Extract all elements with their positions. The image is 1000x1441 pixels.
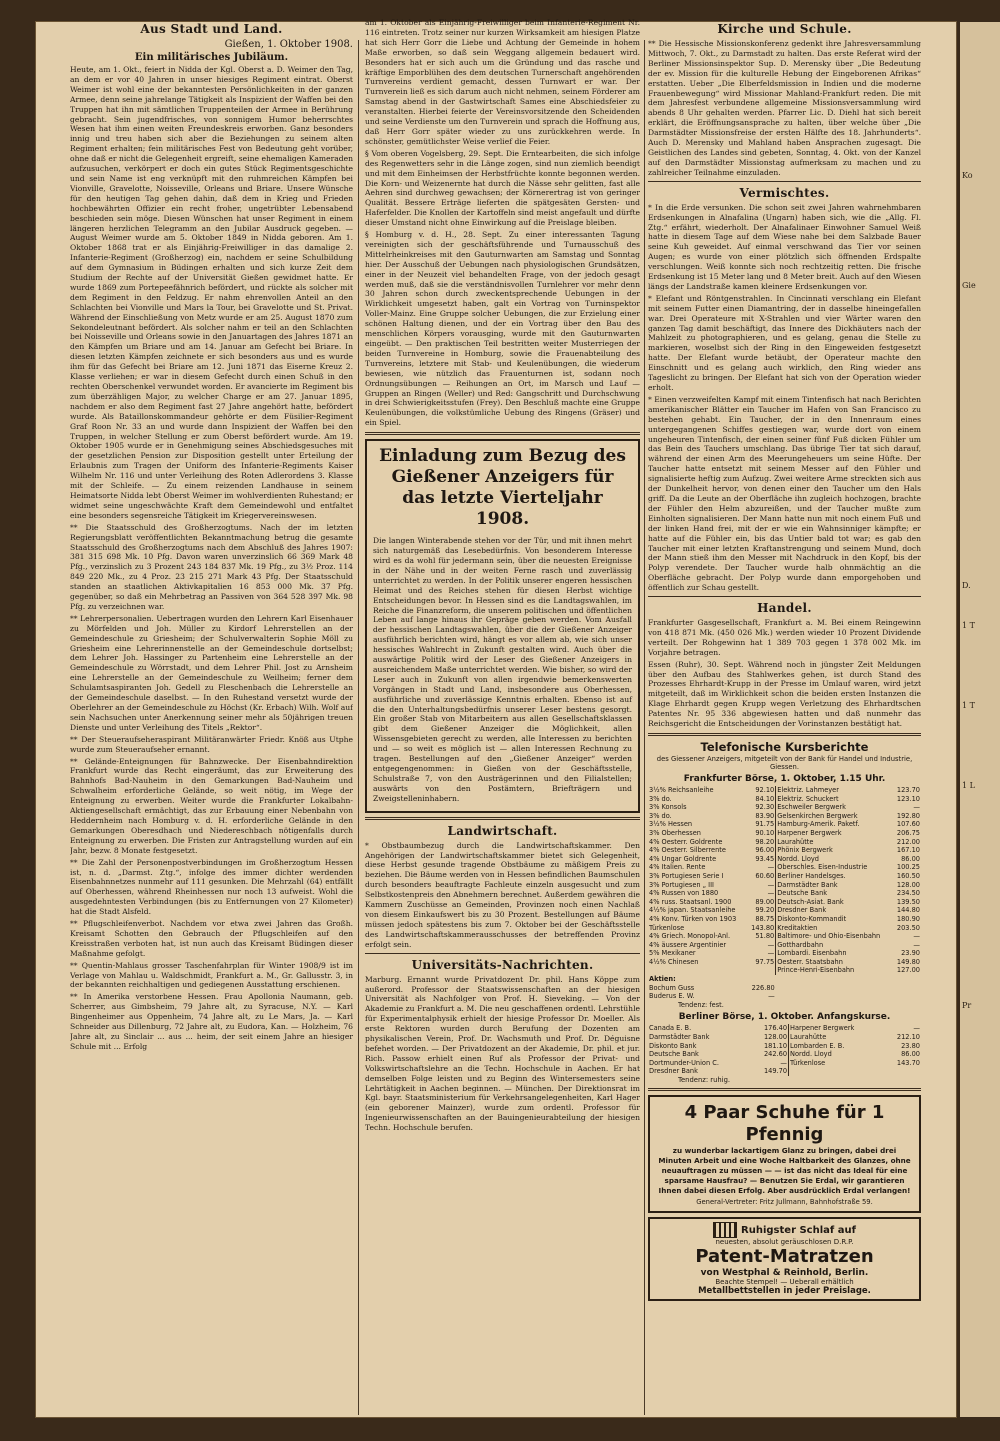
stock-row [648,846,921,855]
article-text: am 1. Oktober als Einjährig-Freiwilliger beim Infanterie-Regiment Nr. 116 eintreten. Trotz seiner nur kurzen Wirksamkeit am hiesigen Platze hat sich Herr Gorr die Liebe und Achtung der Gemeinde in hohem Maße erworben, so daß sein Weggang allgemein bedauert wird. Besonders hat er sich auch um die Gründung und das rasche und kräftige Emporblühen des dem deutschen Turnerschaft angehörenden Turnvereins verdient gemacht, dessen Turnwart er war. Der Turnverein ließ es sich darum auch nicht nehmen, seinem Förderer am Samstag abend in der Gastwirtschaft Sames eine Abschiedsfeier zu veranstalten. Hierbei feierte der Vereinsvorsitzende den Scheidenden und seine Verdienste um den Turnverein und sprach die Hoffnung aus, daß Herr Gorr später wieder zu uns zurückkehren werde. In schönster, gemütlichster Weise verlief die Feier. [365,18,640,146]
stock-row [648,1001,921,1010]
dateline: Gießen, 1. Oktober 1908. [224,39,353,50]
section-heading: Kirche und Schule. [717,22,852,36]
stock-name: 3% Oberhessen [649,828,701,837]
stock-value: 144.80 [896,906,920,915]
stock-row [648,966,921,975]
stock-name: Darmstädter Bank [776,881,893,890]
stock-value: 176.40 [763,1024,788,1033]
stock-value: — [913,803,920,812]
stock-value: 234.50 [896,889,920,898]
stock-value: 226.80 [751,983,775,992]
stock-name: Canada E. B. [649,1024,692,1033]
stock-value: 99.20 [755,906,775,915]
stock-value: 128.00 [896,880,920,889]
stock-row [648,855,921,864]
stock-row [648,786,921,795]
stock-row [648,958,921,967]
stock-row [648,863,921,872]
frankfurt-stock-table [648,786,921,1009]
subscription-notice [365,439,640,812]
stock-value: 107.60 [896,820,920,829]
stock-name: 4% Oesterr. Silberrente [649,846,726,855]
stock-value: 23.80 [901,1041,920,1050]
stock-row [648,1067,921,1076]
stock-row [648,949,921,958]
stock-row [648,838,921,847]
stock-name: 4% Ungar Goldrente [649,854,717,863]
stock-value: 192.80 [896,811,920,820]
stock-row [648,1024,921,1033]
stock-name: 3% do. [649,811,672,820]
stock-name: Berliner Handelsges. [776,872,893,881]
article-text: ** Quentin-Mahlaus grosser Taschenfahrplan für Winter 1908/9 ist im Verlage von Mahlau u. Waldschmidt, Frankfurt a. M., Gr. Gallusstr. 3, in der bekannten reichhaltigen und gediegenen Ausstattung erschienen. [70,960,353,990]
section-heading: Vermischtes. [739,185,830,200]
berlin-stock-table [648,1024,921,1076]
column-rule [358,40,359,1415]
stock-row [648,1050,921,1059]
stock-value: 143.70 [896,1058,920,1067]
stock-row [648,881,921,890]
divider [365,953,640,954]
stock-name: 4% Oesterr. Goldrente [649,837,723,846]
tendency-label: Tendenz: ruhig. [678,1076,731,1084]
stock-value: 96.00 [755,846,775,855]
stock-name: Diskonto Bank [649,1041,697,1050]
article-text: ** Die Staatsschuld des Großherzogtums. Nach der im letzten Regierungsblatt veröffentlichten Bekanntmachung betrug die gesamte Staatsschuld des Großherzogtums nach dem Abschluß des Jahres 1907: 381 315 698 Mk. 10 Pfg. Davon waren unverzinslich 66 369 Mark 48 Pfg., verzinslich zu 3 Prozent 243 184 837 Mk. 19 Pfg., zu 3½ Proz. 114 849 220 Mk., zu 4 Proz. 23 215 271 Mark 43 Pfg. Der Staatsschuld standen an staatlichen Aktivkapitalien 16 853 000 Mk. 37 Pfg. gegenüber, so daß ein Mehrbetrag an Passiven von 364 528 397 Mk. 98 Pfg. zu verzeichnen war. [70,522,353,611]
stock-name: Dresdner Bank [649,1067,698,1076]
stock-name: 5% Mexikaner [649,949,696,958]
article-text: * In die Erde versunken. Die schon seit zwei Jahren wahrnehmbaren Erdsenkungen in Alnafalina (Ungarn) haben sich, wie die „Allg. Fl. Ztg.“ erfährt, wiederholt. Der Alnafalinaer Einwohner Samuel Weiß hatte in diesem Tage auf dem Wiese nahe bei dem Salzbade Bauer seine Kuh geweidet. Auf einmal verschwand das Tier vor seinen Augen; es wurde von einer plötzlich sich öffnenden Erdspalte verschlungen. Weiß konnte sich noch rechtzeitig retten. Die frische Erdsenkung ist 15 Meter lang und 8 Meter breit. Auch auf den Wiesen längs der Landstraße kamen kleinere Erdsenkungen vor. [648,202,921,291]
ad-line: von Westphal & Reinhold, Berlin. [700,1267,869,1278]
stock-value: 92.10 [755,786,775,794]
stock-name: Elektriz. Lahmeyer [776,786,893,795]
stock-row [648,924,921,933]
article-text: Essen (Ruhr), 30. Sept. Während noch in jüngster Zeit Meldungen über den Aufbau des Stahlwerkes gehen, ist durch Stand des Prozesses Ehrhardt-Krupp in der Presse im Umlauf waren, wird jetzt mitgeteilt, daß im Wirklichkeit schon die beiden ersten Instanzen die Klage Ehrhardt gegen Krupp wegen Verletzung des Ehrhardtschen Patentes Nr. 95 336 abgewiesen hatten und daß nunmehr das Reichsgericht die Entscheidungen der Vorinstanzen bestätigt hat. [648,659,921,729]
stock-name: 4½% Chinesen [649,957,699,966]
stock-row [648,1042,921,1051]
stock-name: Lombardi. Eisenbahn [776,949,893,958]
stock-value: 84.10 [755,794,775,803]
berlin-exchange-heading: Berliner Börse, 1. Oktober. Anfangskurse. [678,1012,891,1023]
divider [648,596,921,597]
shoe-polish-ad [648,1095,921,1213]
stock-value: 160.50 [896,871,920,880]
stock-name: 4% Italien. Rente [649,863,706,872]
stock-name: Nordd. Lloyd [776,855,893,864]
stock-row [648,915,921,924]
stock-value: — [913,932,920,941]
stock-row [648,898,921,907]
adjacent-page-edge: Ko Gie D. 1 T 1 T 1 L Pr [960,22,1000,1417]
stock-row [648,1033,921,1042]
stock-value: 83.90 [755,811,775,820]
stock-value: — [767,863,775,872]
section-heading: Landwirtschaft. [447,823,558,838]
stock-name: Laurahütte [776,838,893,847]
stock-name: Phönix Bergwerk [776,846,893,855]
article-text: § Vom oberen Vogelsberg, 29. Sept. Die Erntearbeiten, die sich infolge des Regenwetters sehr in die Länge zogen, sind nun ziemlich beendigt und mit dem Einheimsen der Herbstfrüchte konnte begonnen werden. Die Korn- und Weizenernte hat durch die Nässe sehr gelitten, fast alle Aehren sind durchweg gewachsen; der Körnerertrag ist von geringer Qualität. Bessere Erträge lieferten die spätgesäten Gersten- und Haferfelder. Die Knollen der Kartoffeln sind meist angefault und dürfte dieser Umstand nicht ohne Einwirkung auf die Preislage bleiben. [365,148,640,228]
stock-name: Eschweiler Bergwerk [776,803,893,812]
stock-name: Hamburg-Amerik. Paketf. [776,820,893,829]
stock-value: 89.00 [755,897,775,906]
stock-name: Diskonto-Kommandit [776,915,893,924]
stock-name: 3% Portugiesen Serie I [649,871,724,880]
stock-value: 86.00 [901,1050,920,1059]
divider [648,1088,921,1091]
stock-value: 86.00 [901,854,920,863]
stock-value: 212.00 [896,837,920,846]
stock-row [648,1059,921,1068]
stock-name: Harpener Bergwerk [789,1024,885,1033]
divider [365,817,640,820]
ad-title: 4 Paar Schuhe für 1 Pfennig [684,1102,885,1145]
stock-name: Dresdner Bank [776,906,893,915]
stock-value: 242.60 [763,1050,788,1059]
stock-value: 181.10 [763,1041,788,1050]
stock-name: Elektriz. Schuckert [776,795,893,804]
stock-name: Gelsenkirchen Bergwerk [776,812,893,821]
stock-name: 4% äussere Argentinier [649,940,727,949]
stock-value: 180.90 [896,914,920,923]
stock-name: Deutsche Bank [776,889,893,898]
stock-value: 51.80 [755,932,775,941]
stock-value: 123.10 [896,794,920,803]
article-text: ** Pflugschleifenverbot. Nachdem vor etwa zwei Jahren das Großh. Kreisamt Schotten den Gebrauch der Pflugschleifen auf den Kreisstraßen verboten hat, ist nun auch das Kreisamt Büdingen dieser Maßnahme gefolgt. [70,919,353,958]
stock-name: 3% do. [649,794,672,803]
stock-value: 127.00 [896,966,920,975]
ad-text: zu wunderbar lackartigem Glanz zu bringen, dabei drei Minuten Arbeit und eine Woche Haltbarkeit des Glanzes, ohne neuauftragen zu müssen — — ist das nicht das Ideal für eine sparsame Hausfrau? — Benutzen Sie Erdal, wir garantieren Ihnen dabei diesen Erfolg. Aber ausdrücklich Erdal verlangen! [658,1146,911,1195]
bed-icon [713,1222,737,1238]
article-text: ** Der Steueraufseheraspirant Militäranwärter Friedr. Knöß aus Utphe wurde zum Steueraufseher ernannt. [70,734,353,754]
stock-value: 23.90 [901,949,920,958]
stock-row [648,906,921,915]
frankfurt-exchange-heading: Frankfurter Börse, 1. Oktober, 1.15 Uhr. [683,774,886,784]
stock-value: 206.75 [896,828,920,837]
stock-name: 4% Griech. Monopol-Anl. [649,932,731,941]
stock-name: 3½% Hessen [649,820,693,829]
notice-text: Die langen Winterabende stehen vor der Tür, und mit ihnen mehrt sich naturgemäß das Lesebedürfnis. Von besonderem Interesse wird es da wohl für jedermann sein, über die neuesten Ereignisse in der Nähe und in der weiten Ferne rasch und zuverlässig unterrichtet zu werden. In der Politik unserer engeren hessischen Heimat und des Reiches stehen für diesen Herbst wichtige Entscheidungen bevor. In Hessen sind es die Landtagswahlen, im Reiche die Finanzreform, die unserem politischen und öffentlichen Leben auf lange hinaus ihr Gepräge geben werden. Vom Ausfall der hessischen Landtagswahlen, über die der Gießener Anzeiger ausführlich berichten wird, hängt es vor allem ab, wie sich unser hessisches Wahlrecht in Zukunft gestalten wird. Auch über die auswärtige Politik wird der Leser des Gießener Anzeigers in ausreichendem Maße unterrichtet werden. Wie bisher, so wird der Leser auch in Zukunft von allen irgendwie bemerkenswerten Vorgängen in Stadt und Land, insbesondere aus Oberhessen, ausführliche und zuverlässige Kenntnis erhalten. Ebenso ist auf die den Unterhaltungsbedürfnis unserer Leser bestens gesorgt. Ein großer Stab von Mitarbeitern aus allen Gesellschaftsklassen gibt dem Gießener Anzeiger die Möglichkeit, allen Wissensgebieten gerecht zu werden, alle Interessen zu berichten und — so weit es möglich ist — allen Interessen Rechnung zu tragen. Bestellungen auf den „Gießener Anzeiger“ werden entgegengenommen: in Gießen von der Geschäftsstelle, Schulstraße 7, von den Austrägerinnen und den Filialstellen; auswärts von den Postämtern, Briefträgern und Zweigstelleninhabern. [373,536,632,803]
notice-title: Einladung zum Bezug des Gießener Anzeigers für das letzte Vierteljahr 1908. [379,446,626,530]
stock-value: — [913,940,920,949]
article-text: Heute, am 1. Okt., feiert in Nidda der Kgl. Oberst a. D. Weimer den Tag, an dem er vor 40 Jahren in unser hiesiges Regiment eintrat. Oberst Weimer ist wohl eine der bekanntesten Persönlichkeiten in der ganzen Armee, denn seine jahrelange Tätigkeit als Inspizient der Waffen bei den Truppen hat ihn mit sämtlichen Truppenteilen der Armee in Berührung gebracht. Sein jugendfrisches, von sonnigem Humor beherrschtes Wesen hat ihm einen weiten Freundeskreis erworben. Ganz besonders innig und treu haben sich aber die Beziehungen zu seinem alten Regiment erhalten; fein militärisches Fest von Bedeutung geht vorüber, ohne daß er nicht die Gelegenheit ergreift, seine ehemaligen Kameraden aufzusuchen, verkörpert er doch ein gutes Stück Regimentsgeschichte und sein Name ist eng verknüpft mit den ruhmreichen Kämpfen bei Vionville, Gravelotte, Noisseville, Orleans und Briare. Unsere Wünsche für den heutigen Tag gehen dahin, daß dem in Krieg und Frieden hochbewährten Offizier ein recht froher, ungetrübter Lebensabend beschieden sein möge. Diesen Wünschen hat unser Regiment in einem längeren herzlichen Telegramm an den Jubilar Ausdruck gegeben. — August Weimer wurde am 5. Oktober 1849 in Nidda geboren. Am 1. Oktober 1868 trat er als Einjährig-Freiwilliger in das damalige 2. Infanterie-Regiment (Großherzog) ein, nachdem er seine Schulbildung auf dem Gymnasium in Büdingen erhalten und sich kurze Zeit dem Studium der Rechte auf der Universität Gießen gewidmet hatte. Er wurde 1869 zum Portepeefähnrich befördert, und rückte als solcher mit dem Regiment in den Feldzug. Er nahm ehrenvollen Anteil an den Schlachten bei Vionville und Mars la Tour, bei Gravelotte und St. Privat. Während der Einschließung von Metz wurde er am 25. August 1870 zum Sekondeleutnant befördert. Als solcher nahm er teil an den Schlachten bei Noisseville und Orleans sowie in den Januartagen des Jahres 1871 an den Kämpfen um Briare und am 14. Januar am Gefecht bei Briare. In diesen letzten Kämpfen zeichnete er sich besonders aus und es wurde ihm für das Gefecht bei Briare am 12. Juni 1871 das Eiserne Kreuz 2. Klasse verliehen; er war in diesem Gefecht durch einen Schuß in den rechten Oberschenkel verwundet worden. Er avancierte im Regiment bis zum überzähligen Major, zu welcher Charge er am 27. Januar 1895, nachdem er also dem Regiment fast 27 Jahre angehört hatte, befördert wurde. Als Bataillonskommandeur gehörte er dem Füsilier-Regiment Graf Roon Nr. 33 an und wurde dann Inspizient der Waffen bei den Truppen, in welcher Stellung er zum Oberst befördert wurde. Am 19. Oktober 1905 wurde er in Genehmigung seines Abschiedsgesuches mit der gesetzlichen Pension zur Disposition gestellt unter Erteilung der Erlaubnis zum Tragen der Uniform des Infanterie-Regiments Kaiser Wilhelm Nr. 116 und unter Verleihung des Roten Adlerordens 3. Klasse mit der Schleife. — Zu einem reizenden Landhause in seinem Heimatsorte Nidda lebt Oberst Weimer im wohlverdienten Ruhestand; er widmet seine ungeschwächte Kraft dem Gemeindewohl und entfaltet eine besonders segensreiche Tätigkeit im Kriegervereinswesen. [70,65,353,520]
article-text: ** Die Hessische Missionskonferenz gedenkt ihre Jahresversammlung Mittwoch, 7. Okt., zu Darmstadt zu halten. Das erste Referat wird der Berliner Missionsinspektor Sup. D. Merensky über „Die Bedeutung der ev. Mission für die kulturelle Hebung der Eingeborenen Afrikas“ erstatten. Ueber „Die Elberfeldsmission in Indien und die moderne Frauenbewegung“ wird Missionar Mahland-Frankfurt reden. Die mit dem Jahresfest verbundene allgemeine Missionsversammlung wird abends 8 Uhr gehalten werden. Pfarrer Lic. D. Diehl hat sich bereit erklärt, die Eröffnungsansprache zu halten, über welche über „Die Darmstädter Missionsfreise der ersten Hälfte des 18. Jahrhunderts“. Auch D. Merensky und Mahland haben Ansprachen zugesagt. Die Geistlichen des Landes sind gebeten, Sonntag, 4. Okt. von der Kanzel auf den Darmstädter Missionstag aufmerksam zu machen und zu zahlreicher Teilnahme einzuladen. [648,39,921,177]
stock-row [648,820,921,829]
divider [648,733,921,736]
divider [648,181,921,182]
article-text: Frankfurter Gasgesellschaft, Frankfurt a. M. Bei einem Reingewinn von 418 871 Mk. (450 026 Mk.) werden wieder 10 Prozent Dividende verteilt. Der Rohgewinn hat 1 389 703 gegen 1 378 002 Mk. im Vorjahre betragen. [648,618,921,657]
stock-row [648,795,921,804]
stock-value: 167.10 [896,846,920,855]
stock-name: 4% Konv. Türken von 1903 [649,914,737,923]
stock-value: — [913,1024,920,1033]
article-text: ** In Amerika verstorbene Hessen. Frau Apollonia Naumann, geb. Scherrer, aus Gimbsheim, 79 Jahre alt, zu Syracuse, N.Y. — Karl Bingenheimer aus Oppenheim, 74 Jahre alt, zu Le Mars, Ja. — Karl Schneider aus Dillenburg, 72 Jahre alt, zu Eudora, Kan. — Holzheim, 76 Jahre alt, zu Sinclair ... aus ... heim, der seit einem Jahre an hiesiger Schule mit ... Erfolg [70,992,353,1051]
stock-name: Laurahütte [789,1033,885,1042]
column-rule [644,40,645,1415]
stock-value: 91.75 [755,820,775,829]
stock-value: 100.25 [896,863,920,872]
column-2 [365,18,640,1393]
ad-line: Ruhigster Schlaf auf [741,1224,856,1236]
stock-value: 60.60 [755,871,775,880]
stock-value: — [767,949,775,958]
article-text: ** Die Zahl der Personenpostverbindungen im Großherzogtum Hessen ist, n. d. „Darmst. Ztg.“, infolge des immer dichter werdenden Eisenbahnnetzes nunmehr auf 111 gesunken. Die Mehrzahl (64) entfällt auf Oberhessen, während Rheinhessen nur noch 13 aufweist. Wohl die ausgedehntesten Verbindungen (bis zu Entfernungen von 27 Kilometer) hat die Stadt Alsfeld. [70,857,353,917]
stock-name: 4% russ. Staatsanl. 1900 [649,897,732,906]
stock-report-title: Telefonische Kursberichte [700,740,869,754]
stock-value: 128.00 [763,1033,788,1042]
article-text: Marburg. Ernannt wurde Privatdozent Dr. phil. Hans Köppe zum außerord. Professor der Staatswissenschaften an der hiesigen Universität als Nachfolger von Prof. H. Sieveking. — Von der Akademie zu Frankfurt a. M. Die neu geschaffenen ordentl. Lehrstühle für Experimentalphysik erhielt der hiesige Professor Dr. Moeller. Als erste Rektoren wurden durch Berufung der Dozenten am physikalischen Verein, Prof. Dr. Wachsmuth und Prof. Dr. Déguisne befehet worden. — Der Privatdozent an der Akademie, Dr. phil. et jur. Rich. Passow erhielt einen Ruf als Professor der Privat- und Volkswirtschaftslehre an die Techn. Hochschule in Aachen. Er hat demselben Folge leisten und zu Beginn des Wintersemesters seine Lehrtätigkeit in Aachen beginnen. — München. Der Direktionsrat im Kgl. bayr. Staatsministerium für Verkehrsangelegenheiten, Karl Hager (ein geborener Mainzer), wurde zum ordentl. Professor für Ingenieurwissenschaften an der Bauingenieurabteilung der hiesigen Techn. Hochschule berufen. [365,974,640,1133]
stock-row [648,872,921,881]
stock-name [789,1067,885,1076]
article-heading: Ein militärisches Jubiläum. [134,52,289,63]
stock-value: 139.50 [896,897,920,906]
stock-name: Prince-Henri-Eisenbahn [776,966,893,975]
stock-value: 123.70 [896,786,920,794]
article-text: ** Lehrerpersonalien. Uebertragen wurden den Lehrern Karl Eisenhauer zu Mörfelden und Joh. Müller zu Kirdorf Lehrerstellen an der Gemeindeschule zu Griesheim; der Schulverwalterin Sophie Möll zu Griesheim eine Lehrerinnenstelle an der Gemeindeschule dortselbst; dem Lehrer Joh. Hassinger zu Partenheim eine Lehrerstelle an der Gemeindeschule zu Wörrstadt, und dem Lehrer Phil. Jost zu Arnsheim eine Lehrerstelle an der Gemeindeschule zu Weilheim; ferner dem Schulamtsaspiranten Joh. Gedell zu Fleschenbach die Lehrerstelle an der Gemeindeschule daselbst. — In den Ruhestand versetzt wurde der Oberlehrer an der Gemeindeschule zu Höchst (Kr. Erbach) Wilh. Wolf auf sein Nachsuchen unter Anerkennung seiner mehr als 50jährigen treuen Dienste und unter Verleihung des Titels „Rektor“. [70,613,353,732]
stock-name: Nordd. Lloyd [789,1050,885,1059]
stock-name: Lombarden E. B. [789,1042,885,1051]
stock-value: — [767,940,775,949]
stock-value [885,1067,921,1076]
stock-name: Gotthardbahn [776,941,893,950]
stock-name: 3% Portugiesen „ III [649,880,714,889]
stock-row [648,889,921,898]
stock-value: 143.80 [751,923,775,932]
stock-name: Oberschles. Eisen-Industrie [776,863,893,872]
stock-report-subtitle: des Giessener Anzeigers, mitgeteilt von der Bank für Handel und Industrie, Giessen. [656,755,913,771]
ad-line: Metallbettstellen in jeder Preislage. [698,1285,871,1296]
stock-name: 4% Russen von 1880 [649,889,719,898]
stock-row [648,812,921,821]
stock-name: 3% Konsols [649,803,687,812]
stock-name: Deutsche Bank [649,1050,699,1059]
column-1 [70,18,353,1393]
stock-name: Türkenlose [649,923,685,932]
stock-name: Buderus E. W. [649,992,695,1001]
article-text: ** Gelände-Enteignungen für Bahnzwecke. Der Eisenbahndirektion Frankfurt wurde das Recht eingeräumt, das zur Erweiterung des Bahnhofs Bad-Nauheim in den Gemarkungen Bad-Nauheim und Schwalheim erforderliche Gelände, so weit nötig, im Wege der Enteignung zu erwerben. Weiter wurde die Frankfurter Lokalbahn-Aktiengesellschaft ermächtigt, das zur Erbauung einer Nebenbahn von Heddernheim nach Homburg v. d. H. erforderliche Gelände in den Gemarkungen Oberesdhach und Niedereschbach nötigenfalls durch Enteignung zu erwerben. Die Fristen zur Antragstellung wurden auf ein Jahr, bezw. 8 Monate festgesetzt. [70,756,353,855]
stock-name: Bochum Guss [649,983,695,992]
article-text: * Obstbaumbezug durch die Landwirtschaftskammer. Den Angehörigen der Landwirtschaftskammer bietet sich Gelegenheit, diese Herbst gesunde tragende Obstbäume zu mäßigem Preis zu beziehen. Die Bäume werden von in Hessen befindlichen Baumschulen durch besonders beauftragte Fachleute einzeln ausgesucht und zum Selbstkostenpreis den Abnehmern berechnet. Außerdem gewähren die Kammern Zuschüsse an Gemeinden, Provinzen noch einen Nachlaß von diesem Einkaufswert bis zu 30 Prozent. Bestellungen auf Bäume müssen jedoch spätestens bis zum 7. Oktober bei der Geschäftsstelle des Landwirtschaftskammerausschusses der betreffenden Provinz erfolgt sein. [365,840,640,949]
stock-value: — [780,1058,788,1067]
stock-value: 92.30 [755,803,775,812]
mattress-ad [648,1217,921,1301]
stock-value: 98.20 [755,837,775,846]
column-3 [648,18,921,1393]
stock-name: Darmstädter Bank [649,1033,710,1042]
stock-name: Baltimore- und Ohio-Eisenbahn [776,932,893,941]
aktien-heading: Aktien: [649,975,676,984]
stock-row [648,992,921,1001]
section-heading: Universitäts-Nachrichten. [411,957,594,972]
stock-row [648,829,921,838]
ad-agent: General-Vertreter: Fritz Jullmann, Bahnhofstraße 59. [696,1197,873,1206]
ad-line: neuesten, absolut geräuschlosen D.R.P. [715,1237,854,1246]
stock-row [648,932,921,941]
stock-value: 149.80 [896,957,920,966]
stock-row [648,984,921,993]
stock-name [648,966,747,975]
tendency-label: Tendenz: fest. [678,1000,724,1009]
stock-name: 3½% Reichsanleihe [649,786,714,794]
article-text: * Einen verzweifelten Kampf mit einem Tintenfisch hat nach Berichten amerikanischer Blätter ein Taucher im Hafen von San Francisco zu bestehen gehabt. Ein Taucher, der in den Innenraum eines untergegangenen Schiffes gestiegen war, wurde dort von einem ungeheuren Tintenfisch, der einen seiner fünf Fuß dicken Fühler um das Bein des Tauchers umschlang. Das übrige Tier tat sich darauf, während der einen Arm des Meerungeheuers um seine Hüfte. Der Taucher hatte entsetzt mit seinem Messer auf den Fühler und signalisierte heftig zum Aufzug. Zwei weitere Arme streckten sich aus der Dunkelheit hervor, von denen einer den Taucher um den Hals griff. Da die Leute an der Oberfläche ihn zugleich hochzogen, brachte der Fühler den Helm abzureißen, und der Taucher mußte zum Einholten signalisieren. Der Mann hatte nun mit noch einem Fuß und der linken Hand frei, mit der er wie ein Wahnsinniger kämpfte; er hatte auf die Fühler ein, bis das Untier bald tot war; es gab den Taucher mit einer letzten Kraftanstrengung und seinem Mund, doch der Mann stieß ihm den Messer mit Nachdruck in den Kopf, bis der Polyp verendete. Der Taucher wurde halb ohnmächtig an die Oberfläche gebracht. Der Polyp wurde dann emporgehoben und öffentlich zur Schau gestellt. [648,394,921,593]
article-text: § Homburg v. d. H., 28. Sept. Zu einer interessanten Tagung vereinigten sich der geschäftsführende und Turnausschuß des Mittelrheinkreises mit den Gauturnwarten am Samstag und Sonntag hier. Der Ausschuß der Uebungen nach physiologischen Grundsätzen, einer in der Neuzeit viel behandelten Frage, von der jedoch gesagt werden muß, daß sie die verständnisvollen Turnlehrer vor mehr denn 30 Jahren schon durch zweckentsprechende Uebungen in der Wirklichkeit umgesetzt haben, galt ein Vortrag von Turninspektor Voller-Mainz. Eine Gruppe solcher Uebungen, die zur Erzielung einer schönen Haltung dienen, und der ein Vortrag über den Bau des menschlichen Körpers vorausging, wurde mit den Gauturnwarten eingeübt. — Den praktischen Teil bestritten weiter Musterriegen der beiden Turnvereine in Homburg, sowie die Frauenabteilung des Turnvereins, letztere mit Stab- und Keulenübungen, die wiederum bewiesen, wie nützlich das Frauenturnen ist, sodann noch Ordnungsübungen — Reihungen an Ort, im Marsch und Lauf — Gruppen an Ringen (Weller) und Red: Gangschritt und Durchschwung in drei Schwierigkeitsstufen (Frey). Den Beschluß machte eine Gruppe Keulenübungen, die volkstümliche Uebung des Ringens (Gräser) und ein Spiel. [365,230,640,428]
stock-value: 203.50 [896,923,920,932]
stock-value: 90.10 [755,828,775,837]
stock-name: Deutsch-Asiat. Bank [776,898,893,907]
stock-value [747,966,775,975]
section-heading: Aus Stadt und Land. [140,22,283,36]
article-text: * Elefant und Röntgenstrahlen. In Cincinnati verschlang ein Elefant mit seinem Futter einen Diamantring, der in dasselbe hineingefallen war. Drei Operateure mit X-Strahlen und vier Wärter waren den ganzen Tag damit beschäftigt, das Innere des Dickhäuters nach der Mahlzeit zu photographieren, und es gelang, genau die Stelle zu markieren, woselbst sich der Ring in den Eingeweiden festgesetzt hatte. Der Elefant wurde betäubt, der Operateur machte den Einschnitt und es gelang auch wirklich, den Ring wieder ans Tageslicht zu bringen. Der Elefant hat sich von der Operation wieder erholt. [648,293,921,392]
stock-value: 149.70 [763,1067,788,1076]
stock-value: 97.75 [755,957,775,966]
stock-value: — [768,992,775,1001]
stock-row [648,803,921,812]
stock-name: Oesterr. Staatsbahn [776,958,893,967]
stock-value: 93.45 [755,854,775,863]
ad-line: Beachte Stempel! — Ueberall erhältlich [715,1277,854,1286]
stock-name: Türkenlose [789,1059,885,1068]
stock-value: — [767,880,775,889]
stock-value: — [767,889,775,898]
stock-name: 4½% japan. Staatsanleihe [649,906,736,915]
stock-row [648,941,921,950]
stock-row [648,975,921,984]
stock-name: Dortmunder-Union C. [649,1058,719,1067]
stock-value: 212.10 [896,1033,920,1042]
ad-title: Patent-Matratzen [695,1245,874,1267]
stock-value: 88.75 [755,914,775,923]
stock-name: Harpener Bergwerk [776,829,893,838]
divider [365,432,640,435]
stock-name: Kreditaktien [776,924,893,933]
section-heading: Handel. [757,601,812,616]
